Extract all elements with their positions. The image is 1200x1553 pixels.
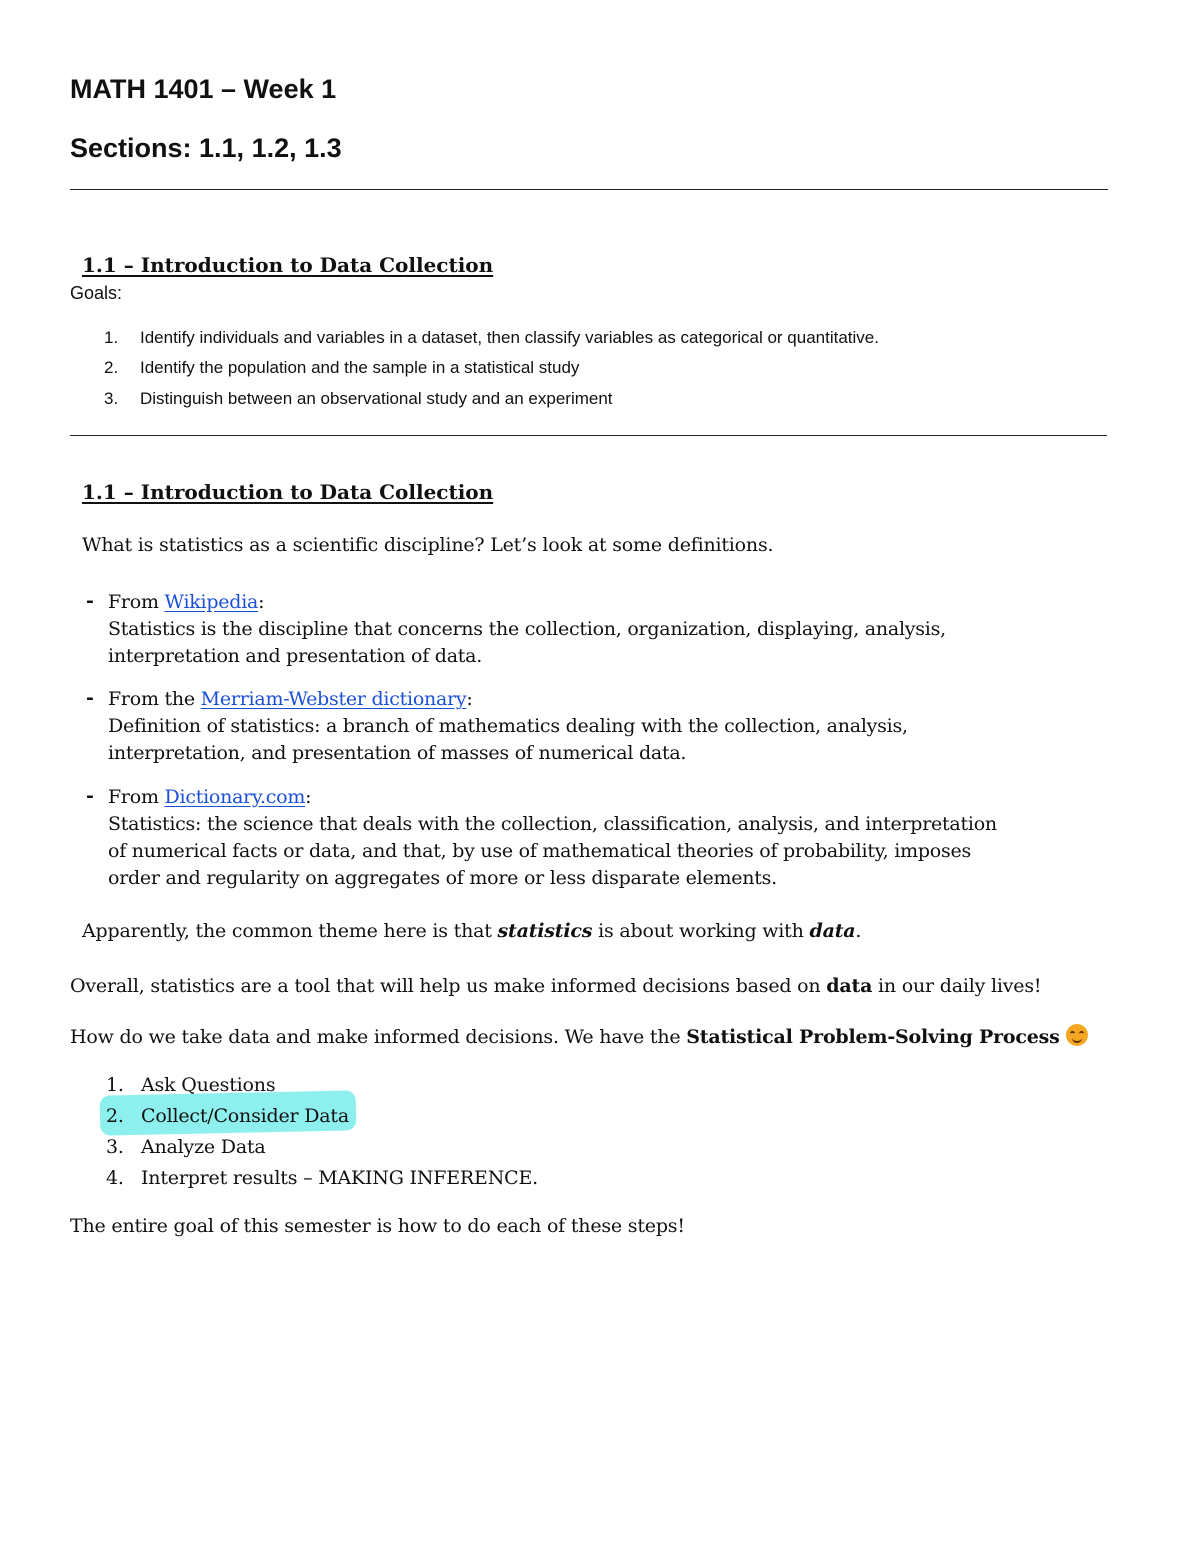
divider [70,435,1107,436]
step-text: Collect/Consider Data [141,1105,349,1127]
goal-item [104,389,613,409]
theme-emphasis: data [809,920,856,942]
goal-text: Distinguish between an observational study and an experiment [140,389,613,408]
goal-text: Identify individuals and variables in a dataset, then classify variables as categorical or quantitative. [140,328,879,347]
definition-source-line [108,784,997,811]
step-text: Interpret results – MAKING INFERENCE. [141,1167,538,1189]
process-sentence [70,1024,1088,1048]
overall-emphasis: data [826,975,873,997]
sections-line: Sections: 1.1, 1.2, 1.3 [70,133,342,163]
definition-line: interpretation, and presentation of masses of numerical data. [108,742,687,764]
theme-text: is about working with [592,920,810,942]
definition-source-line [108,686,908,713]
definition-wikipedia [108,589,946,670]
process-step [106,1167,538,1189]
step-text: Analyze Data [141,1136,266,1158]
merriam-webster-link[interactable]: Merriam-Webster dictionary [200,688,467,710]
bullet-dash: - [86,590,94,612]
smiling-face-icon [1066,1024,1088,1046]
goal-number: 2. [104,358,119,377]
document-title: MATH 1401 – Week 1 [70,74,337,104]
definition-line: Definition of statistics: a branch of mathematics dealing with the collection, analysis, [108,715,908,737]
process-step [106,1074,275,1096]
theme-emphasis: statistics [497,920,593,942]
definition-dictionary-com [108,784,997,892]
theme-sentence [82,920,861,942]
closing-sentence: The entire goal of this semester is how to do each of these steps! [70,1215,685,1237]
overall-text: Overall, statistics are a tool that will help us make informed decisions based on [70,975,827,997]
definition-line: interpretation and presentation of data. [108,645,483,667]
bullet-dash: - [86,687,94,709]
step-number: 3. [106,1136,124,1158]
goal-item [104,328,879,348]
dictionary-com-link[interactable]: Dictionary.com [164,786,306,808]
intro-text: What is statistics as a scientific discipline? Let’s look at some definitions. [82,534,774,556]
goal-text: Identify the population and the sample in a statistical study [140,358,580,377]
step-number: 1. [106,1074,124,1096]
definition-prefix: From [108,786,165,808]
overall-text: in our daily lives! [872,975,1042,997]
definition-source-line [108,589,946,616]
definition-prefix: From the [108,688,201,710]
goals-section-heading: 1.1 – Introduction to Data Collection [82,253,494,277]
process-text: How do we take data and make informed decisions. We have the [70,1026,687,1048]
wikipedia-link[interactable]: Wikipedia [164,591,259,613]
goal-item [104,358,579,378]
definition-line: Statistics: the science that deals with the collection, classification, analysis, and interpretation [108,813,997,835]
definition-line: of numerical facts or data, and that, by use of mathematical theories of probability, imposes [108,840,971,862]
content-section-heading: 1.1 – Introduction to Data Collection [82,480,494,504]
definition-line: Statistics is the discipline that concerns the collection, organization, displaying, analysis, [108,618,946,640]
theme-text: . [855,920,862,942]
definition-suffix: : [466,688,473,710]
definition-merriam-webster [108,686,908,767]
process-step-highlighted [106,1105,349,1127]
step-number: 4. [106,1167,124,1189]
definition-prefix: From [108,591,165,613]
goal-number: 3. [104,389,119,408]
goals-label: Goals: [70,283,123,303]
divider [70,189,1108,190]
step-text: Ask Questions [141,1074,276,1096]
overall-sentence [70,975,1041,997]
definition-suffix: : [305,786,312,808]
goal-number: 1. [104,328,119,347]
definition-suffix: : [258,591,265,613]
theme-text: Apparently, the common theme here is that [82,920,498,942]
step-number: 2. [106,1105,124,1127]
process-emphasis: Statistical Problem-Solving Process [686,1026,1060,1048]
definition-line: order and regularity on aggregates of more or less disparate elements. [108,867,777,889]
bullet-dash: - [86,785,94,807]
process-step [106,1136,266,1158]
